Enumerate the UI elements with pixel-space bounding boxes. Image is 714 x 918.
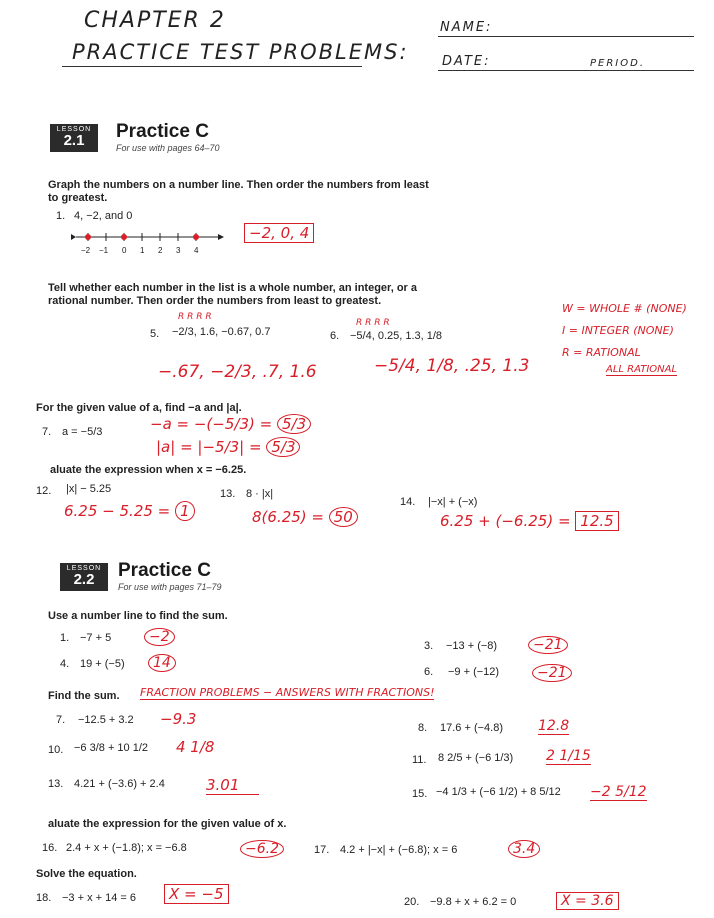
problem-2-10-text: −6 3/8 + 10 1/2: [74, 742, 149, 754]
problem-2-3-text: −13 + (−8): [446, 640, 498, 652]
instruction-find-sum: Find the sum.: [48, 690, 120, 702]
problem-2-13-text: 4.21 + (−3.6) + 2.4: [74, 778, 165, 790]
legend-whole: W = WHOLE # (NONE): [562, 302, 687, 315]
practice-title-2-1: Practice C: [116, 121, 209, 142]
answer-2-13: 3.01: [206, 776, 259, 795]
answer-2-15: −2 5/12: [590, 784, 647, 800]
answer-13: [252, 508, 358, 526]
answer-2-1: −2: [144, 628, 175, 646]
answer-2-3: −21: [528, 636, 568, 654]
instruction-evaluate-1: aluate the expression when x = −6.25.: [50, 464, 247, 476]
problem-2-8-number: 8.: [418, 722, 428, 734]
tick-label: 2: [158, 246, 163, 255]
problem-2-7-number: 7.: [56, 714, 66, 726]
problem-7-number: 7.: [42, 426, 52, 438]
tick-label: 4: [194, 246, 199, 255]
answer-7a: [150, 415, 311, 433]
tick-label: 1: [140, 246, 145, 255]
chapter-heading: CHAPTER 2: [84, 8, 226, 33]
answer-2-7: −9.3: [160, 710, 197, 728]
problem-2-20-number: 20.: [404, 896, 420, 908]
fraction-note: FRACTION PROBLEMS − ANSWERS WITH FRACTIONS!: [140, 686, 435, 699]
lesson-badge-number: 2.2: [73, 571, 95, 588]
date-line: [438, 70, 694, 71]
name-line: [438, 36, 694, 37]
problem-2-1-text: −7 + 5: [80, 632, 112, 644]
problem-13-number: 13.: [220, 488, 236, 500]
answer-7a-result: 5/3: [277, 414, 311, 434]
problem-13-text: 8 · |x|: [246, 488, 274, 500]
point-4: [193, 234, 199, 240]
problem-2-4-number: 4.: [60, 658, 70, 670]
instruction-classify-line2: rational number. Then order the numbers from least to greatest.: [48, 295, 382, 307]
answer-2-17: 3.4: [508, 840, 540, 858]
answer-2-4: 14: [148, 654, 176, 672]
period-label: PERIOD.: [590, 58, 645, 69]
instruction-graph-line2: to greatest.: [48, 192, 108, 204]
title-underline: [62, 66, 362, 67]
lesson-badge-number: 2.1: [63, 132, 85, 149]
legend-integer: I = INTEGER (NONE): [562, 324, 674, 337]
problem-6-number: 6.: [330, 330, 340, 342]
point-0: [121, 234, 127, 240]
answer-13-result: 50: [329, 507, 358, 527]
problem-2-15-number: 15.: [412, 788, 428, 800]
problem-1-text: 4, −2, and 0: [74, 210, 133, 222]
problem-2-11-text: 8 2/5 + (−6 1/3): [438, 752, 514, 764]
lesson-badge-2-1: [50, 124, 98, 152]
answer-13-work: 8(6.25) =: [252, 508, 324, 526]
problem-2-8-text: 17.6 + (−4.8): [440, 722, 503, 734]
problem-5-marks: R R R R: [178, 312, 212, 322]
legend-rational: R = RATIONAL: [562, 346, 641, 359]
answer-2-11: 2 1/15: [546, 748, 591, 764]
problem-2-18-number: 18.: [36, 892, 52, 904]
problem-2-16-number: 16.: [42, 842, 58, 854]
problem-5-text: −2/3, 1.6, −0.67, 0.7: [172, 326, 271, 338]
answer-14: [440, 512, 619, 530]
problem-2-17-number: 17.: [314, 844, 330, 856]
problem-1-number: 1.: [56, 210, 66, 222]
problem-2-20-text: −9.8 + x + 6.2 = 0: [430, 896, 517, 908]
instruction-graph-line1: Graph the numbers on a number line. Then order the numbers from least: [48, 179, 429, 191]
answer-1: −2, 0, 4: [244, 223, 314, 243]
lesson-badge-label: LESSON: [66, 565, 102, 572]
practice-subtitle-2-1: For use with pages 64–70: [116, 143, 220, 153]
answer-7a-work: −a = −(−5/3) =: [150, 415, 273, 433]
instruction-classify-line1: Tell whether each number in the list is a whole number, an integer, or a: [48, 282, 417, 294]
problem-2-11-number: 11.: [412, 754, 427, 766]
answer-12-work: 6.25 − 5.25 =: [64, 502, 171, 520]
tick-label: 3: [176, 246, 181, 255]
answer-14-work: 6.25 + (−6.25) =: [440, 512, 571, 530]
answer-2-20: X = 3.6: [556, 892, 619, 910]
problem-2-4-text: 19 + (−5): [80, 658, 125, 670]
answer-2-8: 12.8: [538, 718, 570, 734]
lesson-badge-label: LESSON: [56, 126, 92, 133]
tick-label: −2: [81, 246, 91, 255]
instruction-evaluate-2: aluate the expression for the given value of x.: [48, 818, 287, 830]
answer-2-10: 4 1/8: [176, 738, 215, 756]
problem-12-number: 12.: [36, 485, 52, 497]
answer-6: −5/4, 1/8, .25, 1.3: [374, 356, 530, 376]
problem-14-number: 14.: [400, 496, 416, 508]
problem-2-18-text: −3 + x + 14 = 6: [62, 892, 137, 904]
problem-2-13-number: 13.: [48, 778, 64, 790]
problem-6-marks: R R R R: [356, 318, 390, 328]
answer-5: −.67, −2/3, .7, 1.6: [158, 362, 317, 382]
practice-title-2-2: Practice C: [118, 560, 211, 581]
answer-7b-result: 5/3: [266, 437, 300, 457]
tick-label: −1: [99, 246, 109, 255]
answer-12: [64, 502, 195, 520]
answer-2-6: −21: [532, 664, 572, 682]
problem-2-3-number: 3.: [424, 640, 434, 652]
problem-12-text: |x| − 5.25: [66, 483, 112, 495]
instruction-solve: Solve the equation.: [36, 868, 137, 880]
problem-2-10-number: 10.: [48, 744, 64, 756]
problem-2-17-text: 4.2 + |−x| + (−6.8); x = 6: [340, 844, 458, 856]
problem-6-text: −5/4, 0.25, 1.3, 1/8: [350, 330, 443, 342]
instruction-opposite: For the given value of a, find −a and |a|.: [36, 402, 242, 414]
tick-label: 0: [122, 246, 127, 255]
point-neg2: [85, 234, 91, 240]
answer-7b: [156, 438, 300, 456]
test-title: PRACTICE TEST PROBLEMS:: [72, 40, 409, 64]
answer-12-result: 1: [175, 501, 195, 521]
problem-14-text: |−x| + (−x): [428, 496, 478, 508]
name-label: NAME:: [440, 20, 493, 35]
answer-14-result: 12.5: [575, 511, 618, 531]
problem-5-number: 5.: [150, 328, 160, 340]
practice-subtitle-2-2: For use with pages 71–79: [118, 582, 222, 592]
legend-all-rational: ALL RATIONAL: [606, 364, 678, 375]
date-label: DATE:: [442, 54, 491, 69]
instruction-sum-number-line: Use a number line to find the sum.: [48, 610, 228, 622]
problem-2-6-text: −9 + (−12): [448, 666, 500, 678]
problem-2-1-number: 1.: [60, 632, 70, 644]
problem-7-text: a = −5/3: [62, 426, 103, 438]
problem-2-16-text: 2.4 + x + (−1.8); x = −6.8: [66, 842, 187, 854]
problem-2-6-number: 6.: [424, 666, 434, 678]
answer-2-18: X = −5: [164, 884, 229, 904]
answer-2-16: −6.2: [240, 840, 284, 858]
lesson-badge-2-2: [60, 563, 108, 591]
answer-7b-work: |a| = |−5/3| =: [156, 438, 262, 456]
problem-2-7-text: −12.5 + 3.2: [78, 714, 134, 726]
problem-2-15-text: −4 1/3 + (−6 1/2) + 8 5/12: [436, 786, 561, 798]
